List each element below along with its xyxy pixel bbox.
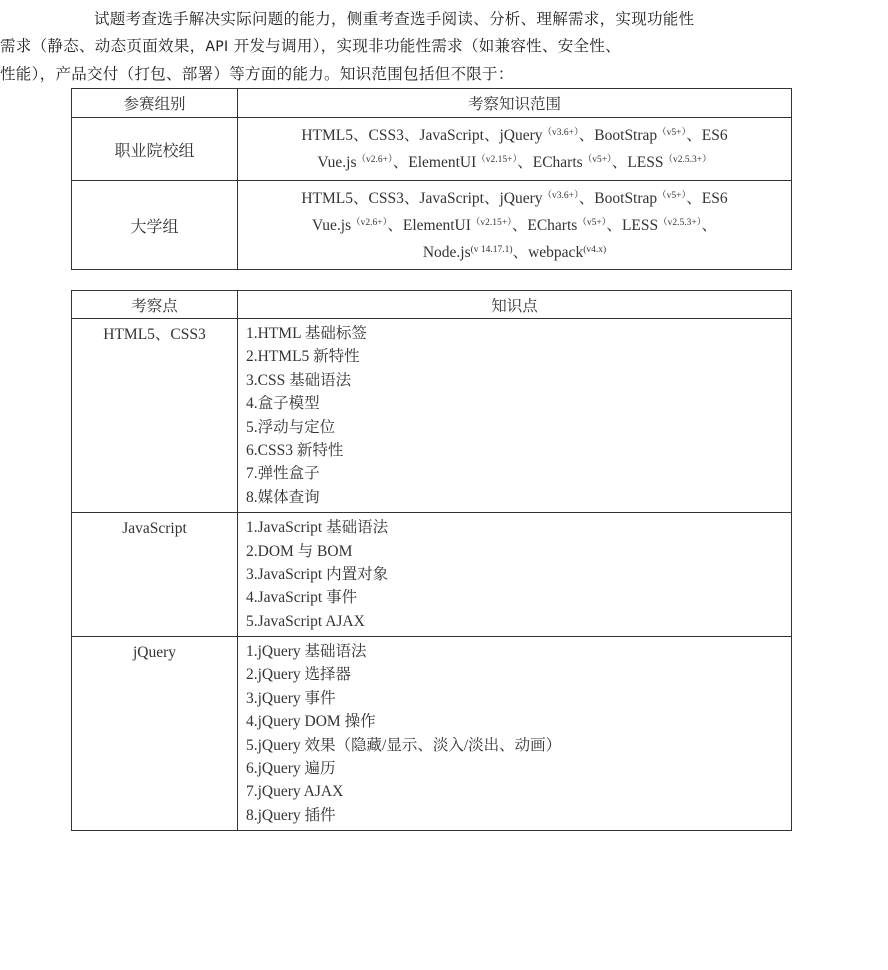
header-group: 参赛组别 — [72, 89, 238, 118]
intro-paragraph — [0, 6, 830, 88]
knowledge-item: 7.弹性盒子 — [246, 465, 320, 483]
knowledge-list — [238, 319, 792, 513]
tech-item: ECharts — [527, 216, 578, 234]
knowledge-item: 6.CSS3 新特性 — [246, 441, 344, 459]
knowledge-item: 2.jQuery 选择器 — [246, 666, 352, 684]
version-tag: (v 14.17.1) — [470, 244, 513, 255]
tech-item: Vue.js — [312, 216, 352, 234]
exam-point: jQuery — [72, 637, 238, 831]
knowledge-item: 4.JavaScript 事件 — [246, 589, 358, 607]
tech-item: CSS3 — [368, 127, 404, 144]
table-row — [72, 181, 792, 270]
version-tag: （v2.5.3+） — [658, 217, 702, 228]
knowledge-item: 6.jQuery 遍历 — [246, 760, 336, 778]
knowledge-item: 7.jQuery AJAX — [246, 783, 344, 801]
knowledge-item: 2.DOM 与 BOM — [246, 542, 353, 560]
tech-item: webpack — [528, 243, 584, 261]
version-tag: （v2.15+） — [470, 217, 512, 228]
version-tag: （v5+） — [657, 190, 687, 201]
competition-scope-table — [71, 88, 792, 270]
knowledge-points-table — [71, 290, 792, 831]
tech-item: CSS3 — [368, 189, 404, 207]
group-name: 大学组 — [72, 181, 238, 270]
intro-text: 需求（静态、动态页面效果， — [0, 37, 206, 55]
tech-item: jQuery — [499, 189, 543, 207]
table-row — [72, 319, 792, 513]
exam-point: HTML5、CSS3 — [72, 319, 238, 513]
knowledge-item: 8.jQuery 插件 — [246, 806, 336, 824]
knowledge-item: 5.浮动与定位 — [246, 418, 336, 436]
knowledge-item: 1.HTML 基础标签 — [246, 325, 367, 342]
intro-line-2 — [0, 33, 830, 61]
intro-line-3: 性能），产品交付（打包、部署）等方面的能力。知识范围包括但不限于： — [0, 65, 514, 83]
version-tag: （v3.6+） — [542, 190, 579, 201]
tech-item: BootStrap — [594, 127, 658, 144]
knowledge-item: 8.媒体查询 — [246, 488, 320, 506]
header-knowledge: 知识点 — [238, 291, 792, 319]
knowledge-item: 5.JavaScript AJAX — [246, 612, 365, 630]
knowledge-item: 4.盒子模型 — [246, 395, 320, 413]
table-row — [72, 118, 792, 181]
tech-item: ECharts — [532, 154, 583, 171]
tech-item: LESS — [621, 216, 659, 234]
version-tag: （v5+） — [577, 217, 607, 228]
tech-item: LESS — [627, 154, 664, 171]
scope-cell: HTML5、CSS3、JavaScript、jQuery$^{(v3.6+)}$、BootStrap$^{(v5+)}$、ES6 $Vue.js^{(v2.6+)}$、ElementUI$^{(v2.15+)}$、ECharts$^{(v5+)}$、$LESS^{(v2.5.3+)}$、 $Node.js^{(v 14.17.1)}$、webpack$^{(v4.x)}$ — [238, 181, 792, 270]
knowledge-item: 2.HTML5 新特性 — [246, 348, 360, 366]
knowledge-item: 4.jQuery DOM 操作 — [246, 713, 376, 731]
tech-item: ES6 — [701, 189, 728, 207]
knowledge-item: 3.JavaScript 内置对象 — [246, 565, 389, 583]
knowledge-item: 1.jQuery 基础语法 — [246, 643, 367, 661]
tech-item: ElementUI — [408, 154, 477, 171]
version-tag: （v2.6+） — [356, 155, 393, 165]
knowledge-item: 5.jQuery 效果（隐藏/显示、淡入/淡出、动画） — [246, 736, 562, 754]
version-tag: （v5+） — [582, 155, 612, 165]
version-tag: （v3.6+） — [542, 128, 579, 138]
exam-point: JavaScript — [72, 513, 238, 637]
tech-item: Node.js — [422, 243, 471, 261]
version-tag: （v2.6+） — [351, 217, 388, 228]
tech-item: ES6 — [701, 127, 728, 144]
tech-item: JavaScript — [419, 189, 484, 207]
table-row — [72, 637, 792, 831]
knowledge-item: 1.JavaScript 基础语法 — [246, 519, 389, 537]
knowledge-item: 3.CSS 基础语法 — [246, 371, 352, 389]
table-row — [72, 513, 792, 637]
tech-item: BootStrap — [594, 189, 658, 207]
knowledge-list — [238, 637, 792, 831]
version-tag: (v4.x) — [583, 244, 607, 255]
api-text: API — [205, 39, 229, 55]
tech-item: HTML5 — [301, 127, 354, 144]
tech-item: JavaScript — [419, 127, 484, 144]
version-tag: （v2.15+） — [476, 155, 518, 165]
version-tag: （v2.5.3+） — [663, 155, 712, 165]
scope-cell: HTML5、CSS3、JavaScript、jQuery$^{(v3.6+)}$、BootStrap$^{(v5+)}$、ES6 $Vue.js^{(v2.6+)}$、ElementUI$^{(v2.15+)}$、ECharts$^{(v5+)}$、$LESS^{(v2.5.3+)}$ — [238, 118, 792, 181]
tech-item: ElementUI — [402, 216, 471, 234]
tech-item: HTML5 — [301, 189, 354, 207]
intro-text: 开发与调用），实现非功能性需求（如兼容性、安全性、 — [228, 37, 621, 55]
intro-line-1: 试题考查选手解决实际问题的能力，侧重考查选手阅读、分析、理解需求，实现功能性 — [94, 10, 695, 28]
header-scope: 考察知识范围 — [238, 89, 792, 118]
tech-item: jQuery — [499, 127, 543, 144]
knowledge-item: 3.jQuery 事件 — [246, 689, 336, 707]
header-point: 考察点 — [72, 291, 238, 319]
group-name: 职业院校组 — [72, 118, 238, 181]
version-tag: （v5+） — [657, 128, 687, 138]
knowledge-list — [238, 513, 792, 637]
tech-item: Vue.js — [317, 154, 357, 171]
